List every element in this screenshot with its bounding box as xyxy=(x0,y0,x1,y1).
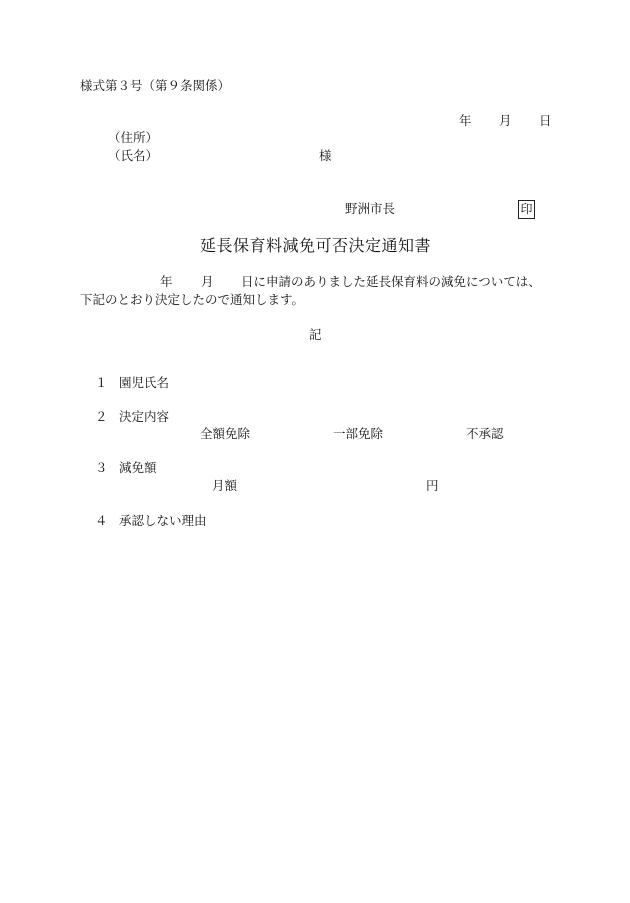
date-month: 月 xyxy=(499,113,512,128)
body-month: 月 xyxy=(201,274,214,289)
date-year: 年 xyxy=(459,113,472,128)
body-line2: 下記のとおり決定したので通知します。 xyxy=(80,292,305,307)
option-full-exemption: 全額免除 xyxy=(200,426,251,441)
option-partial-exemption: 一部免除 xyxy=(333,426,384,441)
option-not-approved: 不承認 xyxy=(466,426,504,441)
document-title: 延長保育料減免可否決定通知書 xyxy=(200,236,432,255)
address-label: （住所） xyxy=(108,130,159,145)
item-2-label: 決定内容 xyxy=(119,409,170,424)
item-2-number: ２ xyxy=(95,409,108,424)
honorific: 様 xyxy=(319,148,332,163)
issuer-name: 野洲市長 xyxy=(345,201,396,216)
item-3-number: ３ xyxy=(95,460,108,475)
item-4-label: 承認しない理由 xyxy=(119,513,207,528)
monthly-label: 月額 xyxy=(212,478,238,493)
ki-heading: 記 xyxy=(309,327,322,342)
item-1-label: 園児氏名 xyxy=(119,375,170,390)
item-3-label: 減免額 xyxy=(119,460,157,475)
item-1-number: １ xyxy=(95,375,108,390)
yen-unit: 円 xyxy=(426,478,439,493)
name-label: （氏名） xyxy=(108,148,159,163)
seal-box: 印 xyxy=(518,200,535,219)
date-day: 日 xyxy=(539,113,552,128)
item-4-number: ４ xyxy=(95,513,108,528)
body-line1: 日に申請のありました延長保育料の減免については、 xyxy=(241,274,541,289)
form-number: 様式第３号（第９条関係） xyxy=(80,78,231,93)
body-year: 年 xyxy=(160,274,173,289)
